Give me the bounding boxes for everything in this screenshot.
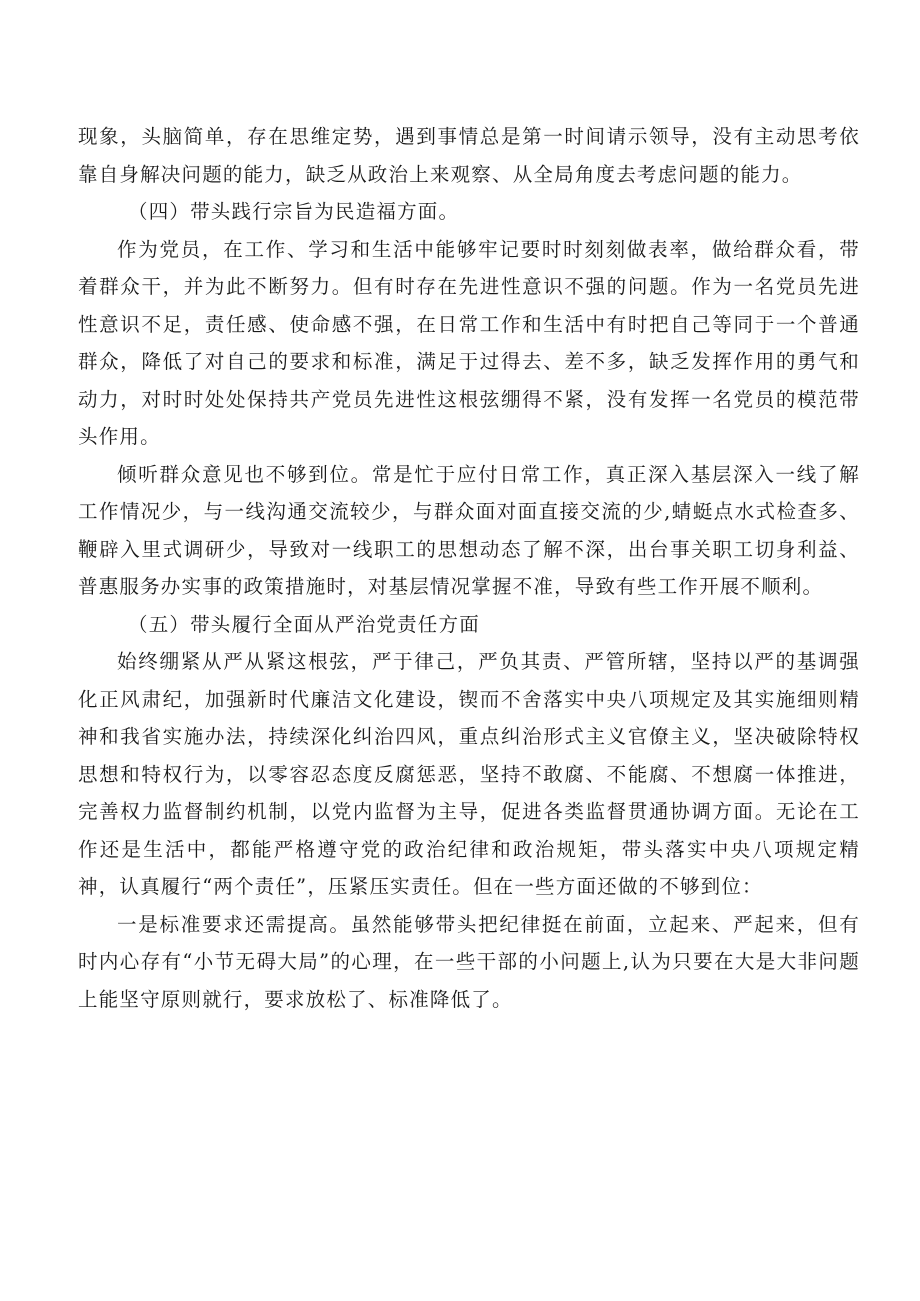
section-heading-four: （四）带头践行宗旨为民造福方面。 [128, 200, 460, 223]
section-heading-five: （五）带头履行全面从严治党责任方面 [128, 612, 480, 636]
paragraph-standards: 一是标准要求还需提高。虽然能够带头把纪律挺在前面，立起来、严起来，但有时内心存有“小节无碍大局”的心理，在一些干部的小问题上,认为只要在大是大非问题上能坚守原则就行，要求放松了、标准降低了。 [78, 912, 860, 1011]
document-body [78, 118, 860, 1018]
paragraph-continuation: 现象，头脑简单，存在思维定势，遇到事情总是第一时间请示领导，没有主动思考依靠自身解决问题的能力，缺乏从政治上来观察、从全局角度去考虑问题的能力。 [78, 125, 860, 186]
paragraph-party-member-role: 作为党员，在工作、学习和生活中能够牢记要时时刻刻做表率，做给群众看，带着群众干，并为此不断努力。但有时存在先进性意识不强的问题。作为一名党员先进性意识不足，责任感、使命感不强，在日常工作和生活中有时把自己等同于一个普通群众，降低了对自己的要求和标准，满足于过得去、差不多，缺乏发挥作用的勇气和动力，对时时处处保持共产党员先进性这根弦绷得不紧，没有发挥一名党员的模范带头作用。 [78, 237, 860, 448]
paragraph-listening-to-masses: 倾听群众意见也不够到位。常是忙于应付日常工作，真正深入基层深入一线了解工作情况少，与一线沟通交流较少，与群众面对面直接交流的少,蜻蜓点水式检查多、鞭辟入里式调研少，导致对一线职工的思想动态了解不深，出台事关职工切身利益、普惠服务办实事的政策措施时，对基层情况掌握不准，导致有些工作开展不顺利。 [78, 462, 860, 598]
paragraph-strict-governance: 始终绷紧从严从紧这根弦，严于律己，严负其责、严管所辖，坚持以严的基调强化正风肃纪，加强新时代廉洁文化建设，锲而不舍落实中央八项规定及其实施细则精神和我省实施办法，持续深化纠治四风，重点纠治形式主义官僚主义，坚决破除特权思想和特权行为，以零容忍态度反腐惩恶，坚持不敢腐、不能腐、不想腐一体推进，完善权力监督制约机制，以党内监督为主导，促进各类监督贯通协调方面。无论在工作还是生活中，都能严格遵守党的政治纪律和政治规矩，带头落实中央八项规定精神，认真履行“两个责任”，压紧压实责任。但在一些方面还做的不够到位： [78, 650, 860, 898]
